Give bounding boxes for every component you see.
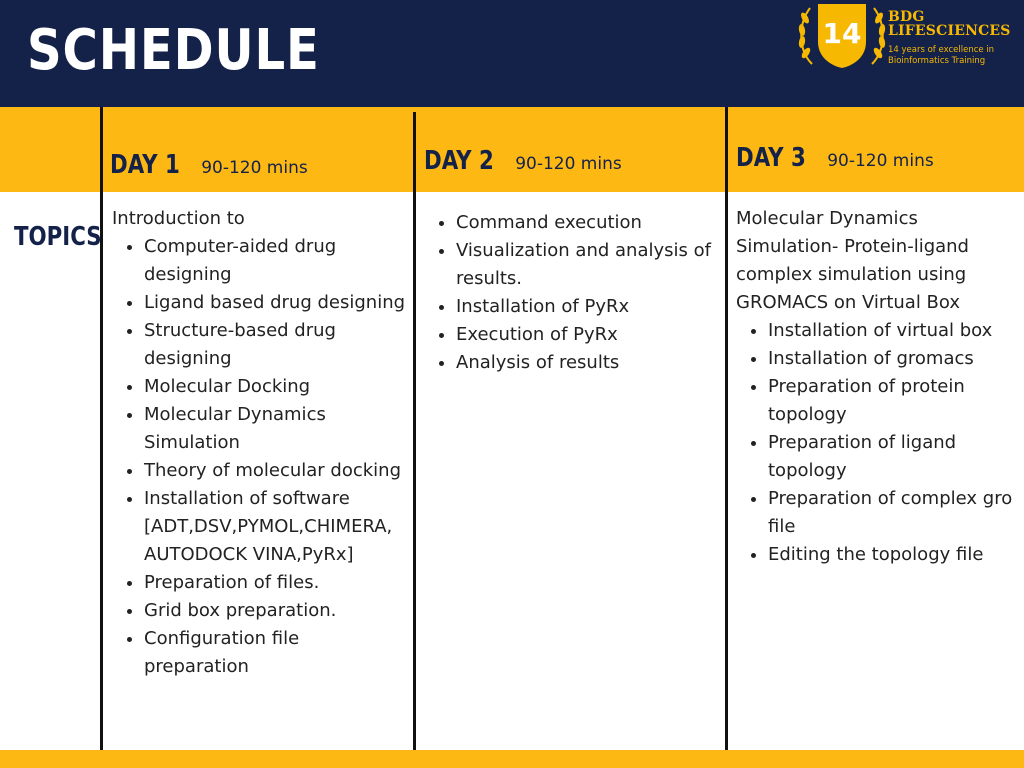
list-item: • Ligand based drug designing xyxy=(144,289,408,317)
list-item: • Computer-aided drug designing xyxy=(144,233,408,289)
list-item: • Molecular Docking xyxy=(144,373,408,401)
list-item: • Structure-based drug designing xyxy=(144,317,408,373)
logo-name-line2: LIFESCIENCES xyxy=(888,23,1011,39)
topics-label: TOPICS xyxy=(14,222,102,252)
logo-tagline: 14 years of excellence in Bioinformatics Training xyxy=(888,45,995,66)
day3-topic-list xyxy=(736,317,1020,569)
list-item: • Visualization and analysis of results. xyxy=(456,237,720,293)
day3-duration: 90-120 mins xyxy=(827,151,934,171)
list-item: • Molecular Dynamics Simulation xyxy=(144,401,408,457)
list-item: • Configuration file preparation xyxy=(144,625,408,681)
list-item: • Installation of PyRx xyxy=(456,293,720,321)
list-item: • Theory of molecular docking xyxy=(144,457,408,485)
logo-name-line1: BDG xyxy=(888,9,925,25)
day1-intro: Introduction to xyxy=(112,208,245,229)
list-item: • Preparation of complex gro file xyxy=(768,485,1020,541)
logo-number: 14 xyxy=(822,17,862,50)
day1-duration: 90-120 mins xyxy=(201,158,308,178)
day2-header xyxy=(424,146,622,176)
list-item: • Installation of virtual box xyxy=(768,317,1020,345)
list-item: • Editing the topology file xyxy=(768,541,1020,569)
day1-header xyxy=(110,150,308,180)
list-item: • Command execution xyxy=(456,209,720,237)
day2-duration: 90-120 mins xyxy=(515,154,622,174)
day3-intro: Molecular Dynamics Simulation- Protein-ligand complex simulation using GROMACS on Virtual Box xyxy=(736,208,969,313)
brand-logo xyxy=(796,2,1022,70)
logo-name xyxy=(888,10,1011,38)
page-title: SCHEDULE xyxy=(27,18,320,83)
list-item: • Preparation of files. xyxy=(144,569,408,597)
day2-topic-list xyxy=(424,209,720,377)
day2-label: DAY 2 xyxy=(424,146,494,176)
list-item: • Analysis of results xyxy=(456,349,720,377)
list-item: • Grid box preparation. xyxy=(144,597,408,625)
footer-bar xyxy=(0,750,1024,768)
day1-topic-list xyxy=(112,233,408,681)
list-item: • Preparation of protein topology xyxy=(768,373,1020,429)
day3-topics xyxy=(736,205,1020,569)
day3-header xyxy=(736,143,934,173)
day1-topics xyxy=(112,205,408,681)
day1-label: DAY 1 xyxy=(110,150,180,180)
list-item: • Installation of gromacs xyxy=(768,345,1020,373)
list-item: • Execution of PyRx xyxy=(456,321,720,349)
list-item: • Installation of software [ADT,DSV,PYMOL,CHIMERA, AUTODOCK VINA,PyRx] xyxy=(144,485,408,569)
column-divider xyxy=(725,107,728,750)
column-divider xyxy=(413,112,416,750)
column-divider xyxy=(100,107,103,750)
header-bar xyxy=(0,0,1024,107)
day3-label: DAY 3 xyxy=(736,143,806,173)
laurel-badge-icon xyxy=(796,2,888,70)
list-item: • Preparation of ligand topology xyxy=(768,429,1020,485)
day2-topics xyxy=(424,209,720,377)
